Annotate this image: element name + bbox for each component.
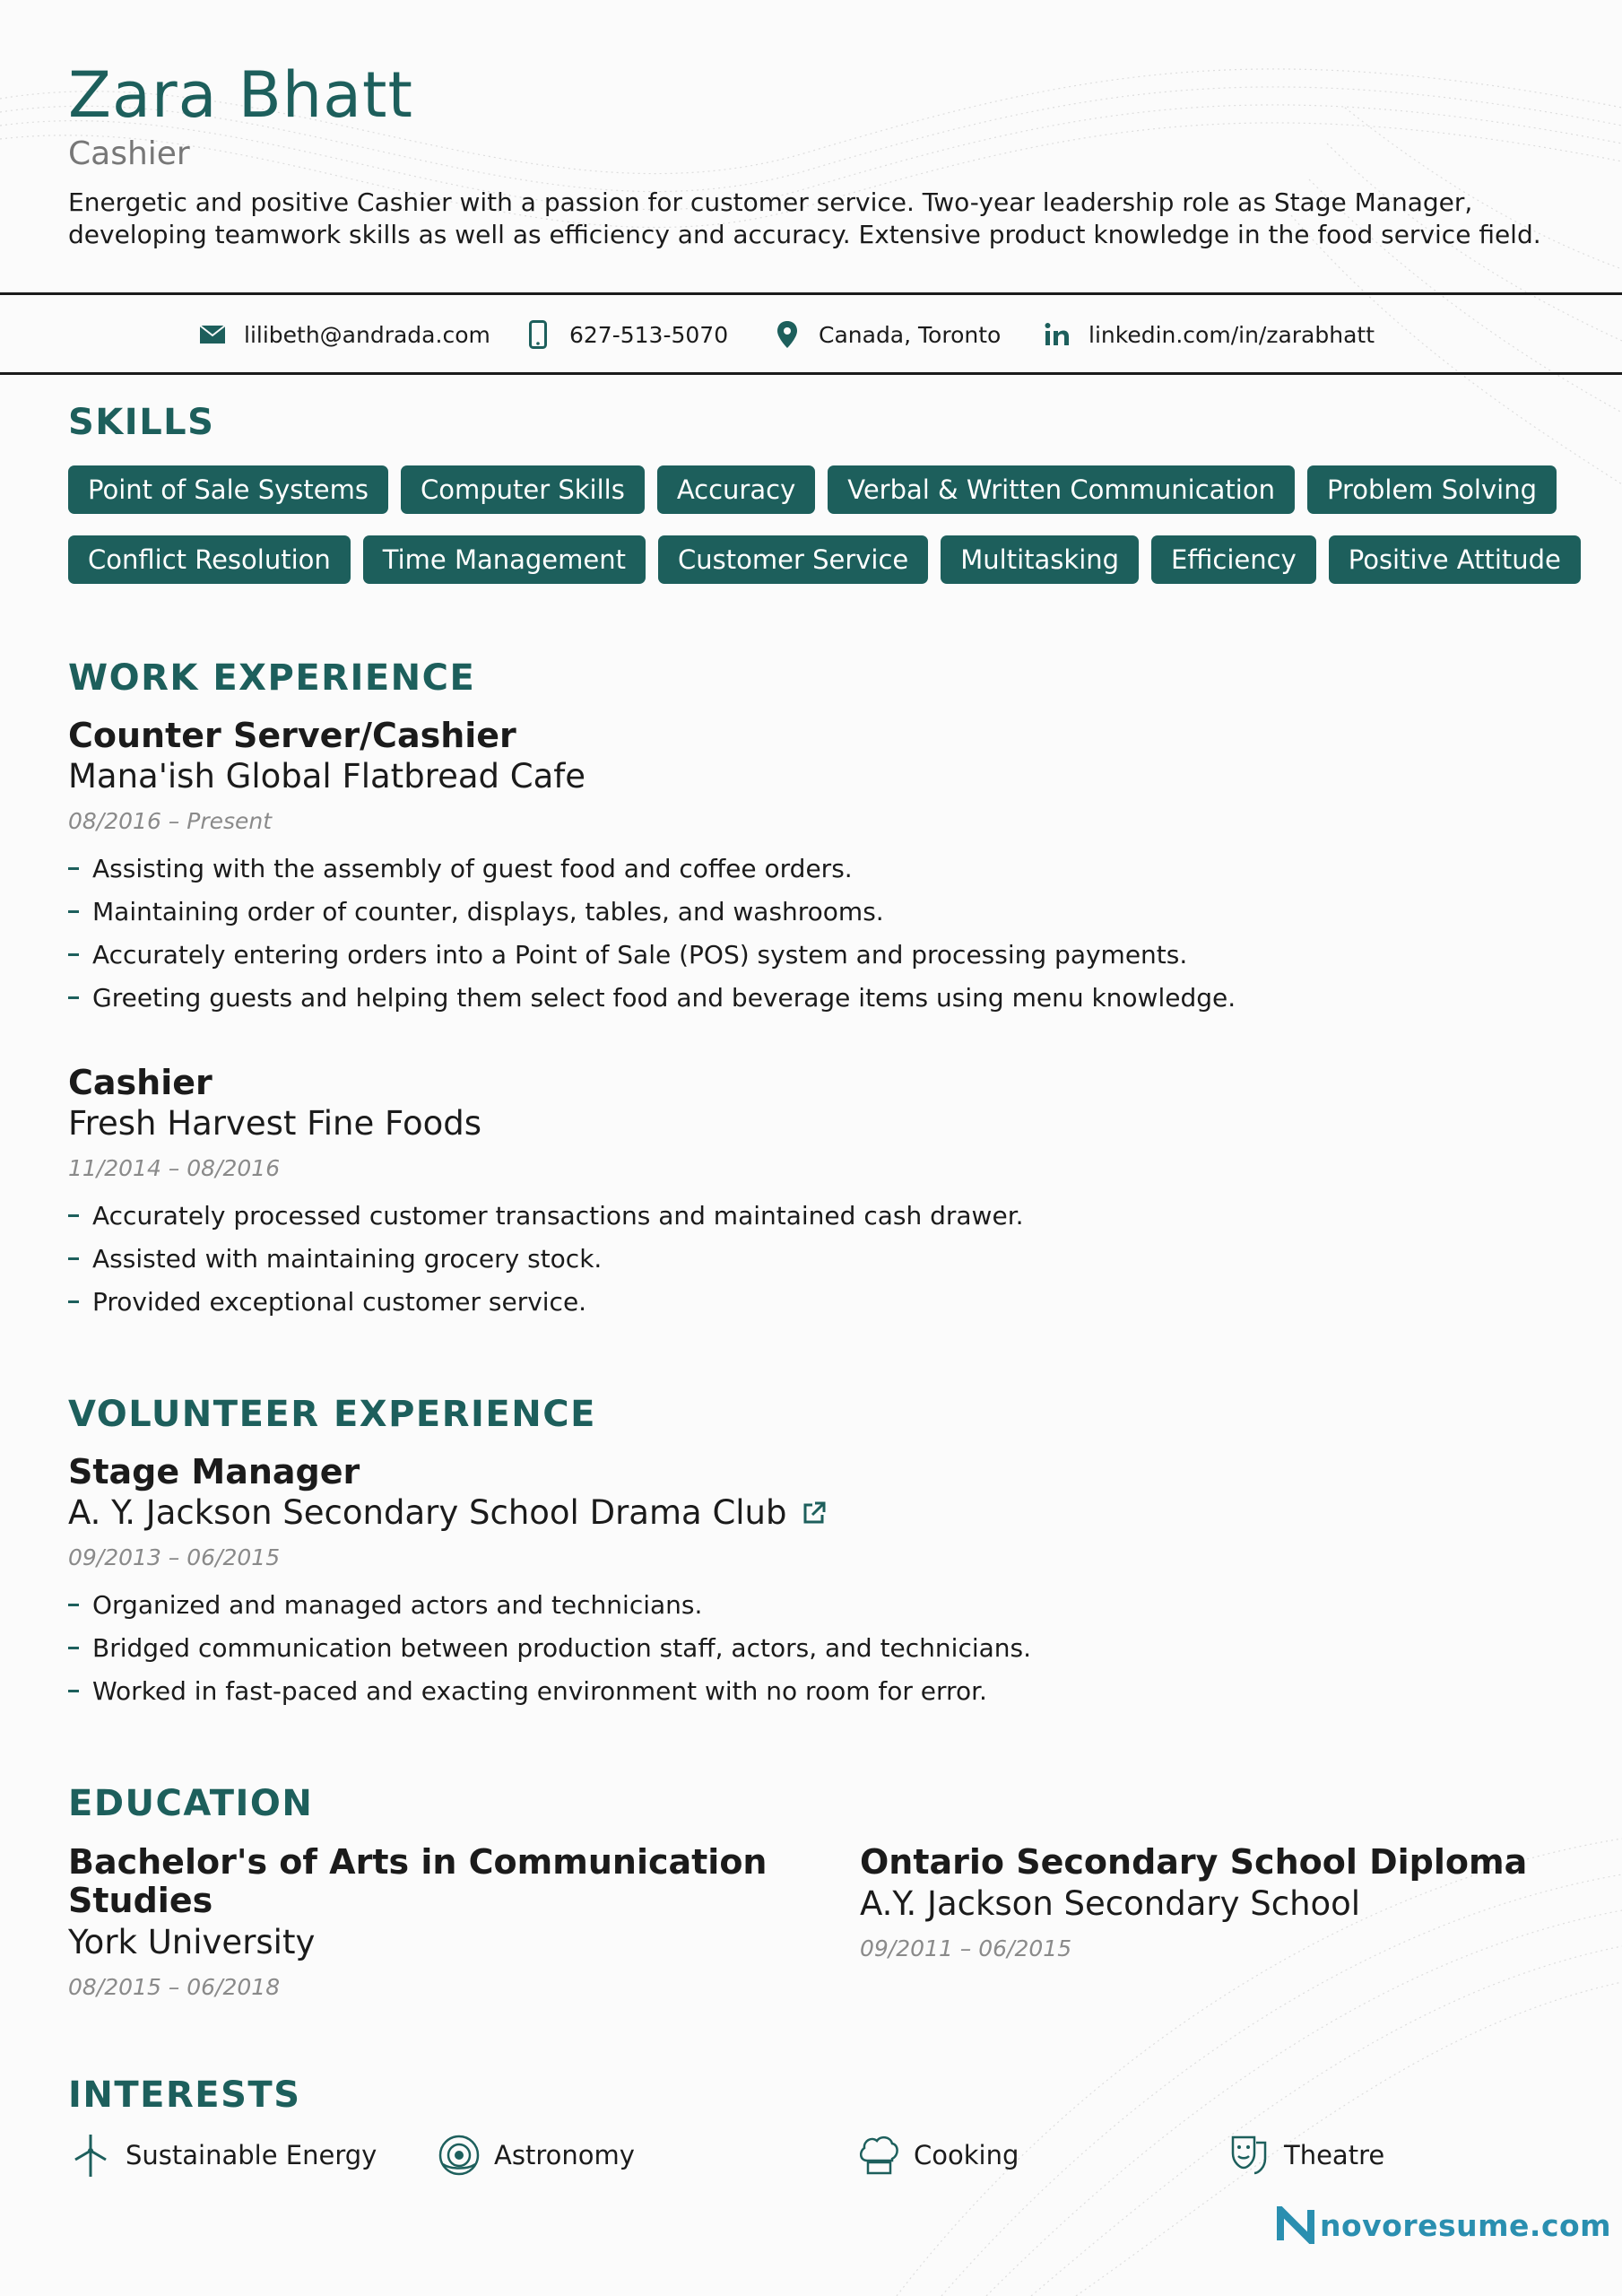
degree-line: Bachelor's of Arts in Communication [68, 1842, 768, 1882]
skill-tag: Conflict Resolution [68, 535, 351, 584]
bullet-item: Assisting with the assembly of guest food and coffee orders. [68, 848, 1574, 891]
bullet-item: Organized and managed actors and technicians. [68, 1584, 1574, 1627]
resume-header [68, 59, 1574, 251]
bullet-item: Bridged communication between production staff, actors, and technicians. [68, 1627, 1574, 1670]
summary [68, 187, 1574, 251]
education-entry [68, 1843, 768, 2003]
skill-tag: Customer Service [658, 535, 928, 584]
candidate-role: Cashier [68, 135, 190, 172]
brand-label: novoresume.com [1320, 2207, 1612, 2243]
job-title: Counter Server/Cashier [68, 716, 516, 755]
skill-tag: Time Management [363, 535, 646, 584]
planet-icon [437, 2133, 481, 2178]
bullet-item: Worked in fast-paced and exacting environment with no room for error. [68, 1670, 1574, 1713]
job-dates: 08/2016 – Present [68, 808, 273, 834]
summary-line: Energetic and positive Cashier with a passion for customer service. Two-year leadership role as Stage Manager, [68, 187, 1473, 217]
candidate-name: Zara Bhatt [68, 58, 413, 132]
skill-tag: Verbal & Written Communication [828, 465, 1295, 514]
job-bullets [68, 1195, 1574, 1324]
email-text: lilibeth@andrada.com [244, 321, 490, 348]
education-dates: 08/2015 – 06/2018 [68, 1974, 281, 2000]
bullet-item: Assisted with maintaining grocery stock. [68, 1238, 1574, 1281]
skill-tag: Computer Skills [401, 465, 645, 514]
degree-line: Ontario Secondary School Diploma [860, 1842, 1528, 1882]
education-dates: 09/2011 – 06/2015 [860, 1935, 1072, 1961]
company-name-text: A. Y. Jackson Secondary School Drama Club [68, 1493, 787, 1532]
location-pin-icon [772, 319, 802, 350]
interest-label: Astronomy [494, 2140, 635, 2170]
interest-label: Sustainable Energy [126, 2140, 377, 2170]
novoresume-logo-icon [1277, 2206, 1314, 2244]
volunteer-entry [68, 1451, 1574, 1713]
skills-row [68, 535, 1581, 584]
work-entry [68, 715, 1574, 1020]
interest-item [1227, 2133, 1384, 2178]
company-name [68, 1492, 1574, 1534]
job-bullets [68, 1584, 1574, 1713]
school-name: A.Y. Jackson Secondary School [860, 1884, 1361, 1923]
summary-line: developing teamwork skills as well as efficiency and accuracy. Extensive product knowledge in the food service field. [68, 220, 1541, 249]
bullet-item: Provided exceptional customer service. [68, 1281, 1574, 1324]
bullet-item: Greeting guests and helping them select food and beverage items using menu knowledge. [68, 977, 1574, 1020]
bullet-item: Maintaining order of counter, displays, tables, and washrooms. [68, 891, 1574, 934]
skills-row [68, 465, 1557, 514]
volunteer-section-title: VOLUNTEER EXPERIENCE [68, 1394, 596, 1435]
chef-hat-icon [856, 2133, 901, 2178]
interest-label: Cooking [914, 2140, 1019, 2170]
education-entry [860, 1843, 1559, 1964]
job-dates: 09/2013 – 06/2015 [68, 1544, 281, 1570]
contact-email[interactable] [197, 318, 490, 351]
contact-linkedin[interactable] [1042, 318, 1375, 351]
skill-tag: Positive Attitude [1329, 535, 1581, 584]
interest-item [856, 2133, 1019, 2178]
phone-text: 627-513-5070 [569, 321, 729, 348]
job-title: Cashier [68, 1063, 213, 1102]
company-name: Mana'ish Global Flatbread Cafe [68, 757, 586, 796]
interests-section-title: INTERESTS [68, 2074, 301, 2116]
job-bullets [68, 848, 1574, 1020]
interest-item [68, 2133, 377, 2178]
company-name: Fresh Harvest Fine Foods [68, 1104, 482, 1143]
education-section-title: EDUCATION [68, 1783, 314, 1824]
wind-turbine-icon [68, 2133, 113, 2178]
skills-section-title: SKILLS [68, 402, 215, 443]
skill-tag: Problem Solving [1307, 465, 1557, 514]
theatre-masks-icon [1227, 2133, 1271, 2178]
location-text: Canada, Toronto [819, 321, 1002, 348]
contact-location [772, 318, 1001, 351]
external-link-icon[interactable] [802, 1500, 827, 1526]
contact-bar [0, 292, 1622, 375]
skill-tag: Efficiency [1151, 535, 1316, 584]
linkedin-text: linkedin.com/in/zarabhatt [1089, 321, 1375, 348]
degree-title [68, 1843, 768, 1920]
degree-line: Studies [68, 1881, 213, 1920]
novoresume-brand[interactable] [1277, 2206, 1611, 2244]
phone-icon [523, 319, 553, 350]
work-section-title: WORK EXPERIENCE [68, 657, 476, 699]
skill-tag: Multitasking [941, 535, 1139, 584]
skill-tag: Accuracy [657, 465, 815, 514]
interest-label: Theatre [1284, 2140, 1385, 2170]
work-entry [68, 1062, 1574, 1324]
contact-phone[interactable] [523, 318, 728, 351]
interest-item [437, 2133, 635, 2178]
bullet-item: Accurately entering orders into a Point of Sale (POS) system and processing payments. [68, 934, 1574, 977]
bullet-item: Accurately processed customer transactions and maintained cash drawer. [68, 1195, 1574, 1238]
job-title: Stage Manager [68, 1452, 360, 1492]
job-dates: 11/2014 – 08/2016 [68, 1155, 281, 1181]
school-name: York University [68, 1923, 316, 1961]
linkedin-icon [1042, 319, 1072, 350]
skill-tag: Point of Sale Systems [68, 465, 388, 514]
envelope-icon [197, 319, 228, 350]
degree-title [860, 1843, 1559, 1882]
